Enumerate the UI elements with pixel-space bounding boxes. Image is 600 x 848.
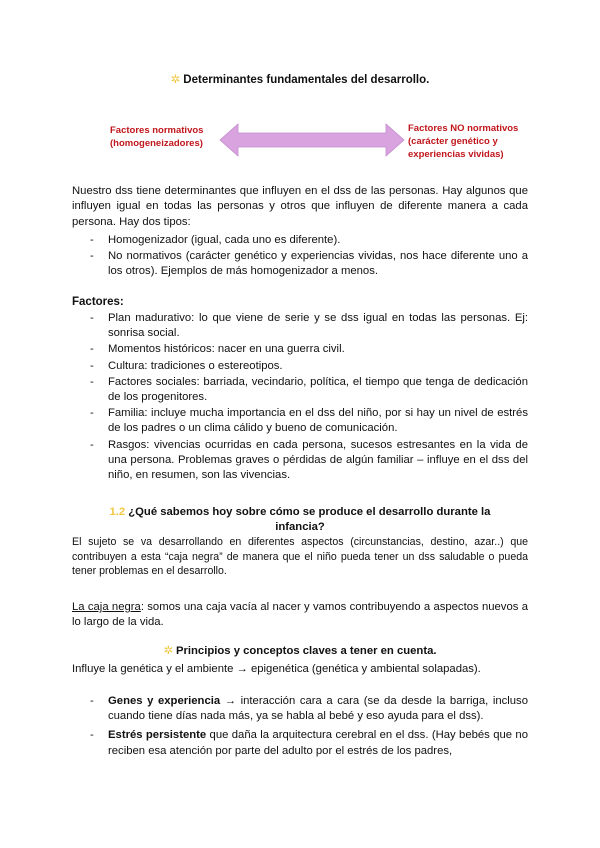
double-arrow-icon [218, 122, 406, 158]
left-label-line-2: (homogeneizadores) [110, 138, 203, 149]
right-label-line-1: Factores NO normativos [408, 123, 519, 134]
section-1-2-paragraph: El sujeto se va desarrollando en diferentes aspectos (circunstancias, destino, azar..) que contribuyen a esta “caja negra” de manera que el niño pueda tener un dss saludable o pueda tener problemas en el desarrollo. [72, 536, 528, 578]
factores-list [90, 311, 528, 483]
item-term: Estrés persistente [108, 729, 207, 742]
list-item: - Factores sociales: barriada, vecindario, política, el tiempo que tenga de dedicación de los progenitores. [90, 375, 528, 404]
list-item: - Cultura: tradiciones o estereotipos. [90, 359, 283, 372]
principios-list [90, 694, 528, 759]
list-item: - Familia: incluye mucha importancia en el dss del niño, por si hay un nivel de estrés de los padres o un clima cálido y bueno de comunicación. [90, 407, 528, 435]
list-item: - Homogenizador (igual, cada uno es diferente). [90, 234, 341, 246]
item-term: Genes y experiencia [108, 695, 221, 707]
normative-factors-label [110, 124, 220, 150]
list-item: - Momentos históricos: nacer en una guerra civil. [90, 343, 345, 356]
right-label-line-3: experiencias vividas) [408, 149, 504, 160]
non-normative-factors-label [408, 122, 540, 161]
principios-intro: Influye la genética y el ambiente → epigenética (genética y ambiental solapadas). [72, 663, 481, 675]
star-icon: ✲ [170, 74, 181, 86]
factores-heading: Factores: [72, 296, 124, 308]
left-label-line-1: Factores normativos [110, 125, 204, 136]
list-item: - Genes y experiencia → interacción cara a cara (se da desde la barriga, incluso cuando tiene días nada más, ya se habla al bebé y eso ayuda para el dss). [90, 695, 528, 723]
section-1-2-heading: 1.2 ¿Qué sabemos hoy sobre cómo se produce el desarrollo durante la infancia? [109, 506, 491, 533]
star-icon: ✲ [163, 645, 173, 657]
right-label-line-2: (carácter genético y [408, 136, 498, 147]
list-item: - Rasgos: vivencias ocurridas en cada persona, sucesos estresantes en la vida de una persona. Problemas graves o pérdidas de algún familiar – influye en el dss del niño, en resumen, son las vivencias. [90, 438, 528, 482]
intro-paragraph: Nuestro dss tiene determinantes que influyen en el dss de las personas. Hay algunos que influyen igual en todas las personas y otros que influyen de diferente manera a cada persona. Hay dos tipos: [72, 185, 528, 228]
principios-heading: ✲ Principios y conceptos claves a tener en cuenta. [163, 645, 437, 657]
list-item: - Estrés persistente que daña la arquitectura cerebral en el dss. (Hay bebés que no reciben esa atención por parte del adulto por el estrés de los padres, [90, 729, 528, 757]
page-title [0, 72, 600, 86]
types-list [90, 233, 528, 280]
caja-negra-term: La caja negra [72, 601, 141, 613]
list-item: - Plan madurativo: lo que viene de serie y se dss igual en todas las personas. Ej: sonrisa social. [90, 312, 528, 340]
title-text: Determinantes fundamentales del desarrollo. [183, 74, 430, 86]
caja-negra-paragraph: La caja negra: somos una caja vacía al nacer y vamos contribuyendo a aspectos nuevos a lo largo de la vida. [72, 601, 528, 629]
list-item: - No normativos (carácter genético y experiencias vividas, nos hace diferente uno a los otros). Ejemplos de más homogenizador a menos. [90, 250, 528, 278]
section-number: 1.2 [109, 506, 126, 518]
factors-diagram [100, 118, 540, 168]
